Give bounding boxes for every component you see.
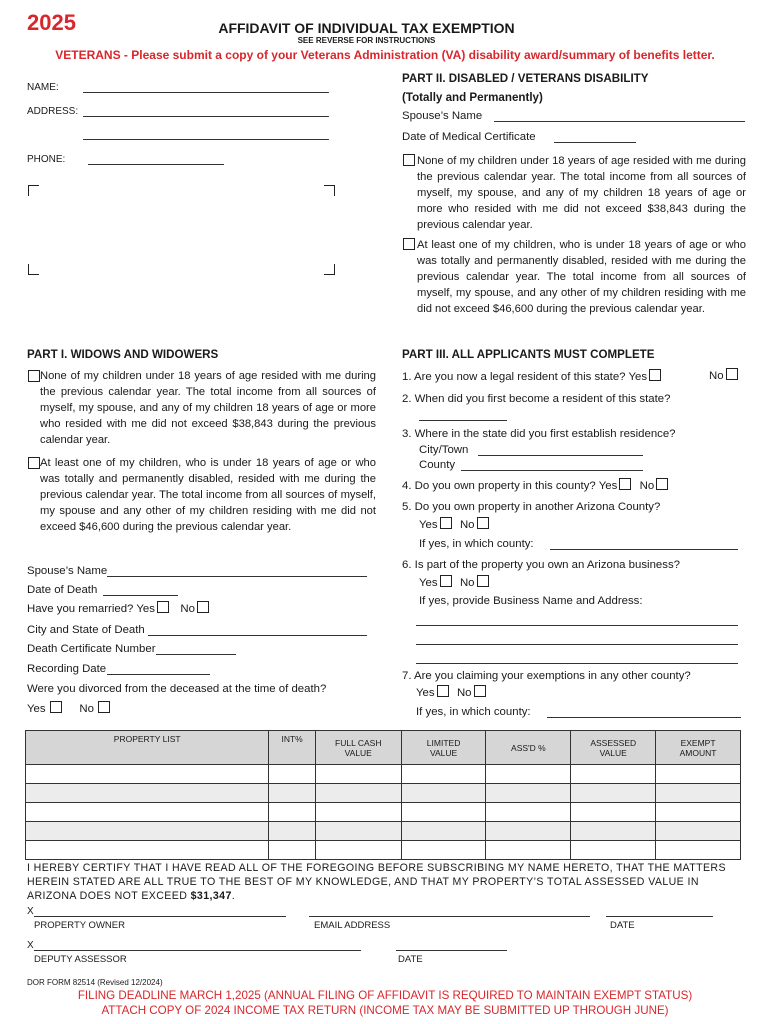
table-cell[interactable] [656,841,741,860]
email-label: EMAIL ADDRESS [314,920,391,931]
yes-label: Yes [419,577,438,589]
part2-option1-checkbox[interactable] [403,154,415,166]
q1-text: 1. Are you now a legal resident of this state? [402,371,626,383]
table-cell[interactable] [571,803,656,822]
address-field-line1[interactable] [83,116,329,117]
date-of-death-field[interactable] [103,595,178,596]
part1-option2-checkbox[interactable] [28,457,40,469]
q2-text: 2. When did you first become a resident of this state? [402,393,671,405]
email-field[interactable] [309,916,590,917]
table-cell[interactable] [486,784,571,803]
col-assd-pct: ASS'D % [486,731,571,765]
yes-label: Yes [416,687,435,699]
table-cell[interactable] [26,841,269,860]
part2-title: PART II. DISABLED / VETERANS DISABILITY [402,72,649,85]
property-table-header [26,731,741,765]
part2-option2-text: At least one of my children, who is under 18 years of age or who was totally and permanently disabled, resided with me during the previous calendar year. The total income from all sources of myself, my spouse, and any other of my children residing with me did not exceed $46,600 during the previous calendar year. [417,239,746,315]
yes-label: Yes [628,371,648,383]
table-cell[interactable] [401,765,486,784]
part3-title: PART III. ALL APPLICANTS MUST COMPLETE [402,348,655,361]
table-cell[interactable] [571,822,656,841]
city-state-death-field[interactable] [148,635,367,636]
phone-label: PHONE: [27,154,66,165]
q7-county-label: If yes, in which county: [416,706,531,718]
col-full-cash-value: FULL CASH VALUE [315,731,401,765]
divorced-label: Were you divorced from the deceased at the time of death? [27,683,327,695]
table-cell[interactable] [269,822,315,841]
table-cell[interactable] [26,765,269,784]
col-int-pct: INT% [269,731,315,765]
death-cert-label: Death Certificate Number [27,643,156,655]
table-row [26,822,741,841]
business-field-line3[interactable] [416,663,738,664]
name-field[interactable] [83,92,329,93]
part2-spouse-field[interactable] [494,121,745,122]
death-cert-field[interactable] [156,654,236,655]
filing-deadline: FILING DEADLINE MARCH 1,2025 (ANNUAL FILING OF AFFIDAVIT IS REQUIRED TO MAINTAIN EXEMPT STATUS) [77,989,693,1002]
table-cell[interactable] [571,765,656,784]
q5-county-label: If yes, in which county: [419,538,534,550]
table-cell[interactable] [26,803,269,822]
table-cell[interactable] [269,841,315,860]
q7-answer [416,685,488,701]
table-cell[interactable] [401,841,486,860]
table-row [26,803,741,822]
deputy-date-field[interactable] [396,950,507,951]
remarried-no-checkbox[interactable] [197,601,209,613]
owner-date-label: DATE [610,920,635,931]
q4 [402,478,670,494]
table-cell[interactable] [656,784,741,803]
remarried-label: Have you remarried? [27,603,134,615]
col-property-list: PROPERTY LIST [26,731,269,765]
county-label: County [419,459,456,471]
q4-text: 4. Do you own property in this county? [402,480,596,492]
col-assessed-value: ASSESSED VALUE [571,731,656,765]
yes-label: Yes [27,703,46,715]
form-title: AFFIDAVIT OF INDIVIDUAL TAX EXEMPTION [218,20,515,36]
owner-x-mark: X [27,906,34,917]
address-field-line2[interactable] [83,139,329,140]
table-cell[interactable] [656,803,741,822]
part2-spouse-label: Spouse’s Name [402,110,483,122]
q6-no-checkbox[interactable] [477,575,489,587]
yes-label: Yes [136,603,155,615]
q4-no-checkbox[interactable] [656,478,668,490]
q6-text: 6. Is part of the property you own an Arizona business? [402,559,680,571]
divorced-yes-checkbox[interactable] [50,701,62,713]
assessed-limit: $31,347 [190,890,232,902]
table-cell[interactable] [571,841,656,860]
table-cell[interactable] [571,784,656,803]
table-cell[interactable] [486,765,571,784]
no-label: No [180,603,195,615]
table-cell[interactable] [315,765,401,784]
certification-body: I HEREBY CERTIFY THAT I HAVE READ ALL OF THE FOREGOING BEFORE SUBSCRIBING MY NAME HERETO, THAT THE MATTERS HEREIN STATED ARE ALL TRUE TO THE BEST OF MY KNOWLEDGE, AND THAT MY PROPERTY’S TOTAL ASSESSED VALUE IN ARIZONA DOES NOT EXCEED [27,862,726,902]
yes-label: Yes [598,480,618,492]
q1 [402,369,663,385]
business-field-line2[interactable] [416,644,738,645]
business-label: If yes, provide Business Name and Address: [419,595,643,607]
part1-spouse-field[interactable] [107,576,367,577]
table-cell[interactable] [315,822,401,841]
name-label: NAME: [27,82,59,93]
deputy-signature-field[interactable] [34,950,361,951]
form-year: 2025 [27,10,76,35]
q7-no-checkbox[interactable] [474,685,486,697]
city-state-death-label: City and State of Death [27,624,145,636]
q3-text: 3. Where in the state did you first establish residence? [402,428,676,440]
corner-mark [28,264,39,275]
mailing-label-area [28,185,335,275]
q6-answer [419,575,491,591]
yes-label: Yes [419,519,438,531]
q5-county-field[interactable] [550,549,738,550]
part1-option1-text: None of my children under 18 years of age resided with me during the previous calendar year. The total income from all sources of myself, my spouse, and any of my children 18 years of age or more who resided with me did not exceed $38,843 during the previous calendar year. [40,370,376,446]
recording-date-label: Recording Date [27,663,107,675]
part2-option2 [402,237,746,317]
deputy-label: DEPUTY ASSESSOR [34,954,127,965]
table-cell[interactable] [486,822,571,841]
no-label: No [639,480,655,492]
certification-end: . [231,890,236,902]
recording-date-field[interactable] [107,674,210,675]
table-cell[interactable] [26,822,269,841]
q5-yes-checkbox[interactable] [440,517,452,529]
table-cell[interactable] [269,784,315,803]
deputy-date-label: DATE [398,954,423,965]
q2-field[interactable] [419,420,507,421]
table-row [26,841,741,860]
county-field[interactable] [461,470,643,471]
q7-county-field[interactable] [547,717,741,718]
q6-yes-checkbox[interactable] [440,575,452,587]
no-label: No [459,577,475,589]
property-table [25,730,741,860]
business-field-line1[interactable] [416,625,738,626]
table-cell[interactable] [401,822,486,841]
q1-no [709,368,740,384]
owner-label: PROPERTY OWNER [34,920,125,931]
remarried-yes-checkbox[interactable] [157,601,169,613]
table-cell[interactable] [486,841,571,860]
table-cell[interactable] [656,822,741,841]
table-row [26,765,741,784]
veterans-note: VETERANS - Please submit a copy of your Veterans Administration (VA) disability award/summary of benefits letter. [55,48,715,62]
med-cert-label: Date of Medical Certificate [402,131,536,143]
part2-option2-checkbox[interactable] [403,238,415,250]
no-label: No [456,687,472,699]
part1-option1 [27,368,376,448]
city-field[interactable] [478,455,643,456]
q5-answer [419,517,491,533]
no-label: No [709,370,724,382]
owner-date-field[interactable] [606,916,713,917]
corner-mark [324,264,335,275]
no-label: No [459,519,475,531]
part1-title: PART I. WIDOWS AND WIDOWERS [27,348,219,361]
med-cert-field[interactable] [554,142,636,143]
table-cell[interactable] [401,803,486,822]
table-cell[interactable] [656,765,741,784]
q5-text: 5. Do you own property in another Arizona County? [402,501,661,513]
form-id: DOR FORM 82514 (Revised 12/2024) [27,978,163,987]
table-cell[interactable] [486,803,571,822]
q7-yes-checkbox[interactable] [437,685,449,697]
table-cell[interactable] [315,784,401,803]
deputy-x-mark: X [27,940,34,951]
col-limited-value: LIMITED VALUE [401,731,486,765]
divorced-answer [27,701,112,717]
owner-signature-field[interactable] [34,916,286,917]
part2-option1-text: None of my children under 18 years of age resided with me during the previous calendar year. The total income from all sources of myself, my spouse, and any of my children 18 years of age or more who resided with me did not exceed $38,843 during the previous calendar year. [417,155,746,231]
table-cell[interactable] [401,784,486,803]
divorced-no-checkbox[interactable] [98,701,110,713]
q5-no-checkbox[interactable] [477,517,489,529]
form-subtitle: SEE REVERSE FOR INSTRUCTIONS [297,36,436,45]
part1-option2 [27,455,376,535]
part1-option1-checkbox[interactable] [28,370,40,382]
table-cell[interactable] [269,765,315,784]
q1-no-checkbox[interactable] [726,368,738,380]
corner-mark [324,185,335,196]
q1-yes-checkbox[interactable] [649,369,661,381]
table-cell[interactable] [269,803,315,822]
city-label: City/Town [419,444,469,456]
col-exempt-amount: EXEMPT AMOUNT [656,731,741,765]
part2-option1 [402,153,746,233]
part1-spouse-label: Spouse’s Name [27,565,108,577]
table-row [26,784,741,803]
certification-text [27,861,740,903]
q4-yes-checkbox[interactable] [619,478,631,490]
no-label: No [79,703,94,715]
table-cell[interactable] [315,841,401,860]
address-label: ADDRESS: [27,106,79,117]
phone-field[interactable] [88,164,224,165]
q7-text: 7. Are you claiming your exemptions in any other county? [402,670,691,682]
attach-note: ATTACH COPY OF 2024 INCOME TAX RETURN (INCOME TAX MAY BE SUBMITTED UP THROUGH JUNE) [101,1004,669,1017]
corner-mark [28,185,39,196]
part1-option2-text: At least one of my children, who is under 18 years of age or who was totally and permanently disabled, resided with me during the previous calendar year. The total income from all sources of myself, my spouse and any other of my children residing with me did not exceed $46,600 during the previous calendar year. [40,457,376,533]
part2-subtitle: (Totally and Permanently) [402,91,543,104]
table-cell[interactable] [26,784,269,803]
table-cell[interactable] [315,803,401,822]
remarried-question [27,601,211,617]
date-of-death-label: Date of Death [27,584,98,596]
